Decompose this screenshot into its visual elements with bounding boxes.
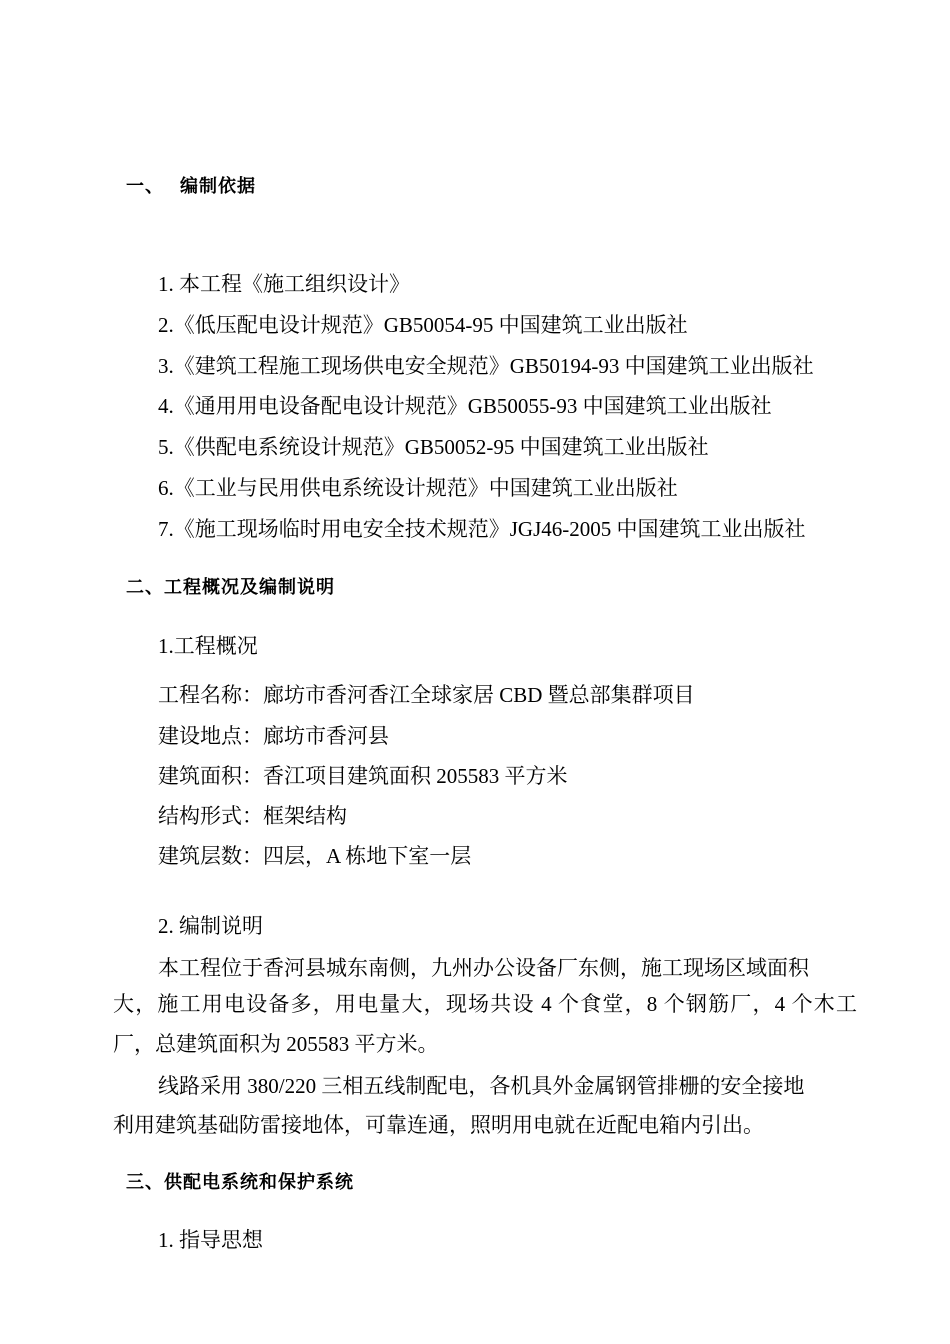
- subsection-project-overview: 1.工程概况: [158, 634, 258, 658]
- paragraph-1-line-2: 大，施工用电设备多，用电量大，现场共设 4 个食堂，8 个钢筋厂，4 个木工: [113, 992, 857, 1016]
- paragraph-1-line-3: 厂，总建筑面积为 205583 平方米。: [113, 1032, 439, 1056]
- project-structure: 结构形式：框架结构: [158, 804, 347, 828]
- subsection-preparation-notes: 2. 编制说明: [158, 914, 263, 938]
- reference-item-5: 5.《供配电系统设计规范》GB50052-95 中国建筑工业出版社: [158, 435, 709, 459]
- paragraph-2-line-1: 线路采用 380/220 三相五线制配电，各机具外金属钢管排栅的安全接地: [158, 1074, 805, 1098]
- paragraph-2-line-2: 利用建筑基础防雷接地体，可靠连通，照明用电就在近配电箱内引出。: [113, 1113, 764, 1137]
- project-floors: 建筑层数：四层，A 栋地下室一层: [158, 844, 472, 868]
- reference-item-6: 6.《工业与民用供电系统设计规范》中国建筑工业出版社: [158, 476, 678, 500]
- reference-item-4: 4.《通用用电设备配电设计规范》GB50055-93 中国建筑工业出版社: [158, 394, 772, 418]
- project-name: 工程名称：廊坊市香河香江全球家居 CBD 暨总部集群项目: [158, 683, 695, 707]
- section-1-title: 编制依据: [180, 176, 256, 197]
- subsection-guiding-principle: 1. 指导思想: [158, 1228, 263, 1252]
- section-1-number: 一、: [126, 176, 164, 197]
- reference-item-1: 1. 本工程《施工组织设计》: [158, 272, 410, 296]
- reference-item-2: 2.《低压配电设计规范》GB50054-95 中国建筑工业出版社: [158, 313, 688, 337]
- section-2-title: 二、工程概况及编制说明: [126, 577, 335, 598]
- reference-item-3: 3.《建筑工程施工现场供电安全规范》GB50194-93 中国建筑工业出版社: [158, 354, 814, 378]
- project-location: 建设地点：廊坊市香河县: [158, 724, 389, 748]
- project-area: 建筑面积：香江项目建筑面积 205583 平方米: [158, 764, 568, 788]
- reference-item-7: 7.《施工现场临时用电安全技术规范》JGJ46-2005 中国建筑工业出版社: [158, 517, 806, 541]
- section-3-title: 三、供配电系统和保护系统: [126, 1172, 354, 1193]
- paragraph-1-line-1: 本工程位于香河县城东南侧，九州办公设备厂东侧，施工现场区域面积: [158, 956, 809, 980]
